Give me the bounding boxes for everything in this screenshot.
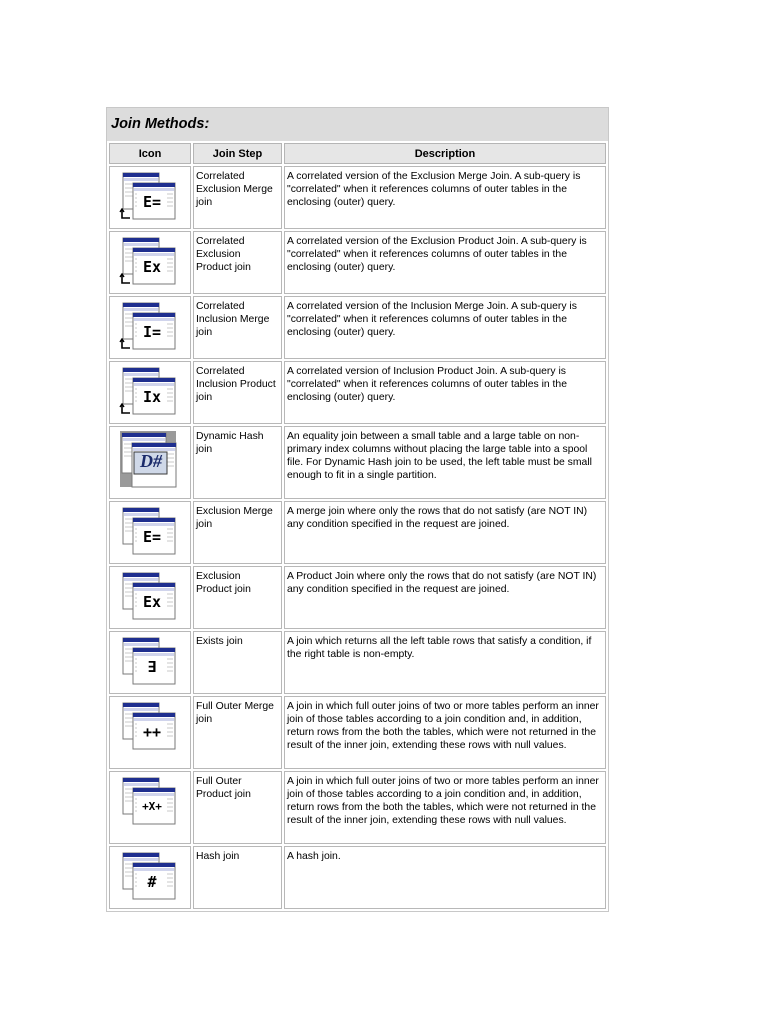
icon-glyph: E=	[142, 528, 162, 546]
exclusion-merge-join-icon	[119, 505, 181, 557]
correlated-exclusion-merge-join-icon	[119, 170, 181, 222]
join-step-cell: Exclusion Merge join	[193, 501, 282, 564]
description-cell: A join which returns all the left table rows that satisfy a condition, if the right table is non-empty.	[284, 631, 606, 694]
column-header-join-step: Join Step	[193, 143, 282, 164]
icon-cell	[109, 296, 191, 359]
icon-cell	[109, 501, 191, 564]
join-step-cell: Full Outer Product join	[193, 771, 282, 844]
join-step-cell: Exclusion Product join	[193, 566, 282, 629]
description-cell: A merge join where only the rows that do not satisfy (are NOT IN) any condition specified in the request are joined.	[284, 501, 606, 564]
description-cell: A correlated version of the Inclusion Merge Join. A sub-query is "correlated" when it references columns of outer tables in the enclosing (outer) query.	[284, 296, 606, 359]
icon-cell	[109, 361, 191, 424]
exists-join-icon	[119, 635, 181, 687]
table-row	[109, 361, 606, 424]
join-step-cell: Hash join	[193, 846, 282, 909]
icon-glyph: Ex	[142, 258, 162, 276]
description-cell: A hash join.	[284, 846, 606, 909]
join-methods-table	[107, 141, 608, 911]
column-header-icon: Icon	[109, 143, 191, 164]
table-row	[109, 231, 606, 294]
table-row	[109, 426, 606, 499]
description-cell: A correlated version of the Exclusion Merge Join. A sub-query is "correlated" when it references columns of outer tables in the enclosing (outer) query.	[284, 166, 606, 229]
description-cell: A correlated version of the Exclusion Product Join. A sub-query is "correlated" when it references columns of outer tables in the enclosing (outer) query.	[284, 231, 606, 294]
icon-glyph: Ex	[142, 593, 162, 611]
dynamic-hash-join-icon	[119, 430, 181, 492]
join-step-cell: Correlated Inclusion Merge join	[193, 296, 282, 359]
icon-glyph: Ix	[142, 388, 162, 406]
icon-cell	[109, 696, 191, 769]
icon-cell	[109, 846, 191, 909]
description-cell: A correlated version of Inclusion Product Join. A sub-query is "correlated" when it references columns of outer tables in the enclosing (outer) query.	[284, 361, 606, 424]
join-step-cell: Dynamic Hash join	[193, 426, 282, 499]
full-outer-merge-join-icon	[119, 700, 181, 752]
panel-title: Join Methods:	[111, 116, 210, 132]
join-step-cell: Exists join	[193, 631, 282, 694]
correlated-arrow-icon	[119, 403, 131, 419]
join-step-cell: Correlated Exclusion Product join	[193, 231, 282, 294]
table-row	[109, 566, 606, 629]
icon-cell	[109, 566, 191, 629]
join-methods-panel	[106, 107, 609, 912]
correlated-arrow-icon	[119, 273, 131, 289]
table-row	[109, 846, 606, 909]
full-outer-product-join-icon	[119, 775, 181, 827]
icon-cell	[109, 231, 191, 294]
icon-cell	[109, 631, 191, 694]
description-cell: A join in which full outer joins of two or more tables perform an inner join of those tables according to a join condition and, in addition, return rows from the both the tables, which were not returned in the result of the inner join, extending these rows with null values.	[284, 696, 606, 769]
header-row	[109, 143, 606, 164]
icon-glyph: I=	[142, 323, 162, 341]
icon-glyph: +X+	[142, 800, 162, 813]
join-step-cell: Correlated Inclusion Product join	[193, 361, 282, 424]
column-header-description: Description	[284, 143, 606, 164]
table-row	[109, 771, 606, 844]
icon-glyph: ++	[142, 723, 162, 741]
correlated-exclusion-product-join-icon	[119, 235, 181, 287]
table-row	[109, 166, 606, 229]
description-cell: A join in which full outer joins of two or more tables perform an inner join of those tables according to a join condition and, in addition, return rows from the both the tables, which were not returned in the result of the inner join, extending these rows with null values.	[284, 771, 606, 844]
icon-glyph: ∃	[147, 658, 157, 676]
description-cell: A Product Join where only the rows that do not satisfy (are NOT IN) any condition specified in the request are joined.	[284, 566, 606, 629]
icon-glyph: #	[147, 873, 157, 891]
hash-join-icon	[119, 850, 181, 902]
table-row	[109, 296, 606, 359]
description-cell: An equality join between a small table and a large table on non-primary index columns without placing the large table into a spool file. For Dynamic Hash join to be used, the left table must be small enough to fit in a single partition.	[284, 426, 606, 499]
correlated-inclusion-product-join-icon	[119, 365, 181, 417]
table-row	[109, 501, 606, 564]
correlated-arrow-icon	[119, 338, 131, 354]
correlated-inclusion-merge-join-icon	[119, 300, 181, 352]
table-row	[109, 696, 606, 769]
icon-cell	[109, 166, 191, 229]
exclusion-product-join-icon	[119, 570, 181, 622]
join-step-cell: Full Outer Merge join	[193, 696, 282, 769]
join-step-cell: Correlated Exclusion Merge join	[193, 166, 282, 229]
icon-glyph: D#	[140, 451, 162, 471]
correlated-arrow-icon	[119, 208, 131, 224]
table-row	[109, 631, 606, 694]
icon-glyph: E=	[142, 193, 162, 211]
icon-cell	[109, 426, 191, 499]
icon-cell	[109, 771, 191, 844]
